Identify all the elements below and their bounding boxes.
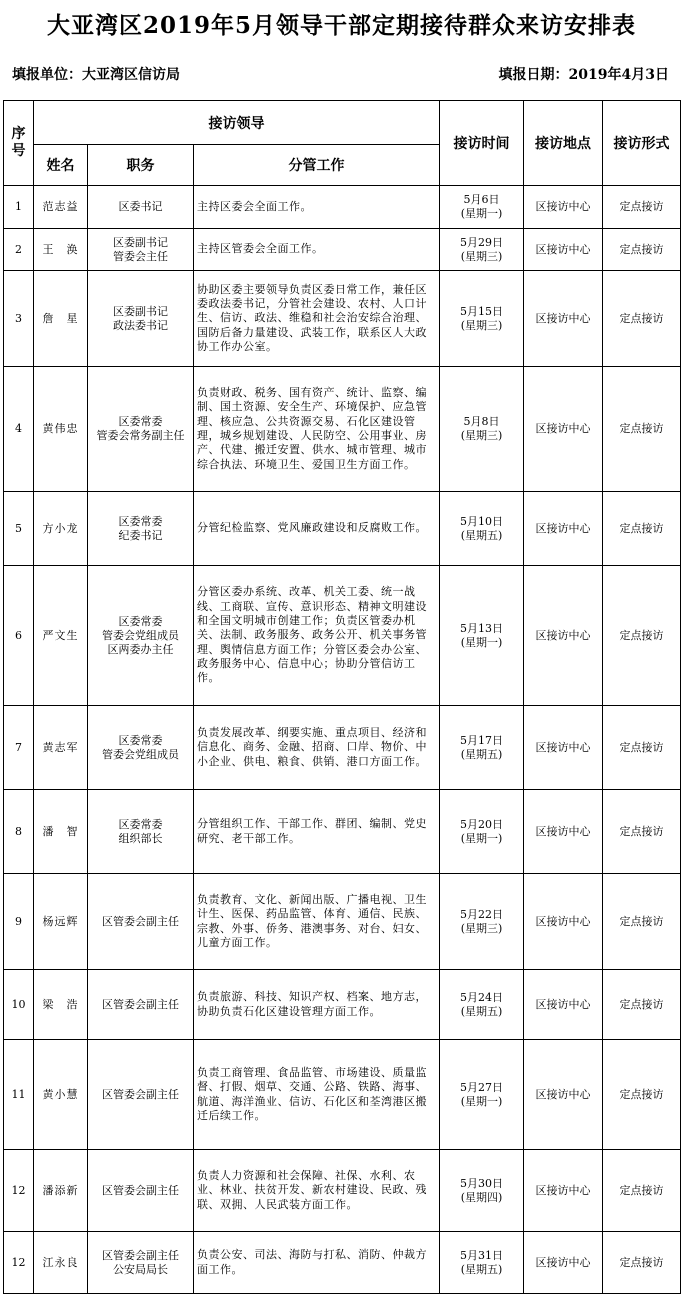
position-line: 组织部长 xyxy=(118,831,163,845)
visit-date: 5月17日 xyxy=(460,733,503,747)
visit-weekday: (星期五) xyxy=(460,528,503,542)
row-duty: 主持区委会全面工作。 xyxy=(194,186,440,229)
table-row xyxy=(4,566,681,706)
row-position xyxy=(88,367,194,492)
row-place: 区接访中心 xyxy=(524,790,603,874)
row-duty: 分管区委办系统、改革、机关工委、统一战线、工商联、宣传、意识形态、精神文明建设和全国文明城市创建工作；负责区管委办机关、法制、政务服务、政务公开、机关事务管理、舆情信息方面工作；分管区委会办公室、政务服务中心、信息中心；协助分管信访工作。 xyxy=(194,566,440,706)
visit-weekday: (星期一) xyxy=(460,831,503,845)
row-time xyxy=(440,492,524,566)
row-name: 王 涣 xyxy=(34,229,88,271)
row-place: 区接访中心 xyxy=(524,492,603,566)
position-line: 区委常委 xyxy=(118,614,163,628)
row-seq: 3 xyxy=(4,271,34,367)
reporting-unit: 填报单位：大亚湾区信访局 xyxy=(12,67,180,83)
visit-weekday: (星期三) xyxy=(460,921,503,935)
position-line: 纪委书记 xyxy=(118,528,163,542)
row-seq: 6 xyxy=(4,566,34,706)
row-form: 定点接访 xyxy=(603,1040,681,1150)
row-duty: 协助区委主要领导负责区委日常工作，兼任区委政法委书记，分管社会建设、农村、人口计生、信访、政法、维稳和社会治安综合治理、国防后备力量建设、武装工作，联系区人大政协工作办公室。 xyxy=(194,271,440,367)
visit-date: 5月8日 xyxy=(463,415,500,428)
row-position xyxy=(88,492,194,566)
visit-weekday: (星期三) xyxy=(460,318,503,332)
row-name: 杨远辉 xyxy=(34,874,88,970)
visit-date: 5月20日 xyxy=(460,817,503,831)
row-place: 区接访中心 xyxy=(524,271,603,367)
header-leader-group: 接访领导 xyxy=(34,101,440,145)
position-line: 政法委书记 xyxy=(113,318,168,332)
row-position xyxy=(88,1040,194,1150)
table-row xyxy=(4,367,681,492)
header-name: 姓名 xyxy=(34,145,88,186)
row-form: 定点接访 xyxy=(603,229,681,271)
row-form: 定点接访 xyxy=(603,186,681,229)
table-row xyxy=(4,492,681,566)
table-row xyxy=(4,706,681,790)
table-row xyxy=(4,1150,681,1232)
visit-weekday: (星期五) xyxy=(460,1262,503,1276)
row-place: 区接访中心 xyxy=(524,706,603,790)
row-name: 范志益 xyxy=(34,186,88,229)
row-duty: 负责人力资源和社会保障、社保、水利、农业、林业、扶贫开发、新农村建设、民政、残联、双拥、人民武装方面工作。 xyxy=(194,1150,440,1232)
row-duty: 分管纪检监察、党风廉政建设和反腐败工作。 xyxy=(194,492,440,566)
row-duty: 负责旅游、科技、知识产权、档案、地方志，协助负责石化区建设管理方面工作。 xyxy=(194,970,440,1040)
row-time xyxy=(440,1150,524,1232)
position-line: 区委常委 xyxy=(118,817,163,831)
row-duty: 负责发展改革、纲要实施、重点项目、经济和信息化、商务、金融、招商、口岸、物价、中小企业、供电、粮食、供销、港口方面工作。 xyxy=(194,706,440,790)
row-place: 区接访中心 xyxy=(524,970,603,1040)
row-form: 定点接访 xyxy=(603,492,681,566)
row-form: 定点接访 xyxy=(603,566,681,706)
visit-date: 5月15日 xyxy=(460,304,503,318)
reporting-date: 填报日期：2019年4月3日 xyxy=(498,67,669,83)
row-duty: 负责财政、税务、国有资产、统计、监察、编制、国土资源、安全生产、环境保护、应急管理、核应急、公共资源交易、石化区建设管理，城乡规划建设、人民防空、公用事业、房产、代建、搬迁安置、供水、城市管理、城市综合执法、环境卫生、爱国卫生方面工作。 xyxy=(194,367,440,492)
row-duty: 负责公安、司法、海防与打私、消防、仲裁方面工作。 xyxy=(194,1232,440,1294)
row-form: 定点接访 xyxy=(603,790,681,874)
visit-date: 5月27日 xyxy=(460,1080,503,1094)
row-name: 江永良 xyxy=(34,1232,88,1294)
position-line: 区委常委 xyxy=(118,733,163,747)
header-seq: 序号 xyxy=(4,101,34,186)
row-seq: 5 xyxy=(4,492,34,566)
table-row xyxy=(4,970,681,1040)
row-position xyxy=(88,790,194,874)
row-form: 定点接访 xyxy=(603,367,681,492)
table-row xyxy=(4,229,681,271)
row-seq: 12 xyxy=(4,1232,34,1294)
row-form: 定点接访 xyxy=(603,706,681,790)
row-name: 严文生 xyxy=(34,566,88,706)
row-seq: 12 xyxy=(4,1150,34,1232)
row-name: 梁 浩 xyxy=(34,970,88,1040)
row-form: 定点接访 xyxy=(603,1150,681,1232)
row-time xyxy=(440,874,524,970)
position-line: 管委会主任 xyxy=(113,249,168,263)
row-name: 黄伟忠 xyxy=(34,367,88,492)
visit-weekday: (星期一) xyxy=(460,635,503,649)
row-name: 潘添新 xyxy=(34,1150,88,1232)
position-line: 区管委会副主任 xyxy=(102,914,179,928)
row-seq: 2 xyxy=(4,229,34,271)
row-form: 定点接访 xyxy=(603,271,681,367)
row-time xyxy=(440,1040,524,1150)
row-position xyxy=(88,271,194,367)
position-line: 区两委办主任 xyxy=(107,642,174,656)
visit-weekday: (星期三) xyxy=(460,429,503,442)
row-position xyxy=(88,186,194,229)
row-position xyxy=(88,1150,194,1232)
row-form: 定点接访 xyxy=(603,1232,681,1294)
visit-date: 5月22日 xyxy=(460,907,503,921)
header-duty: 分管工作 xyxy=(194,145,440,186)
row-time xyxy=(440,1232,524,1294)
position-line: 区委书记 xyxy=(118,200,163,213)
position-line: 区委副书记 xyxy=(113,235,168,249)
table-row xyxy=(4,1232,681,1294)
row-seq: 4 xyxy=(4,367,34,492)
row-duty: 主持区管委会全面工作。 xyxy=(194,229,440,271)
row-place: 区接访中心 xyxy=(524,186,603,229)
row-time xyxy=(440,367,524,492)
table-row xyxy=(4,1040,681,1150)
row-seq: 9 xyxy=(4,874,34,970)
table-row xyxy=(4,874,681,970)
row-duty: 负责教育、文化、新闻出版、广播电视、卫生计生、医保、药品监管、体育、通信、民族、宗教、外事、侨务、港澳事务、对台、妇女、儿童方面工作。 xyxy=(194,874,440,970)
row-time xyxy=(440,970,524,1040)
row-time xyxy=(440,229,524,271)
row-seq: 1 xyxy=(4,186,34,229)
position-line: 区管委会副主任 xyxy=(102,1087,179,1101)
header-time: 接访时间 xyxy=(440,101,524,186)
table-row xyxy=(4,186,681,229)
table-row xyxy=(4,790,681,874)
row-name: 黄小慧 xyxy=(34,1040,88,1150)
row-form: 定点接访 xyxy=(603,970,681,1040)
visit-weekday: (星期五) xyxy=(460,747,503,761)
row-form: 定点接访 xyxy=(603,874,681,970)
page-title: 大亚湾区2019年5月领导干部定期接待群众来访安排表 xyxy=(46,11,637,39)
row-time xyxy=(440,790,524,874)
header-position: 职务 xyxy=(88,145,194,186)
row-seq: 11 xyxy=(4,1040,34,1150)
position-line: 区委常委 xyxy=(118,415,163,428)
row-time xyxy=(440,271,524,367)
position-line: 区委常委 xyxy=(118,514,163,528)
visit-date: 5月29日 xyxy=(460,235,503,249)
visit-weekday: (星期三) xyxy=(460,249,503,263)
position-line: 管委会党组成员 xyxy=(102,628,179,642)
row-time xyxy=(440,706,524,790)
row-time xyxy=(440,566,524,706)
row-duty: 分管组织工作、干部工作、群团、编制、党史研究、老干部工作。 xyxy=(194,790,440,874)
visit-weekday: (星期一) xyxy=(460,207,503,220)
visit-date: 5月24日 xyxy=(460,990,503,1004)
visit-weekday: (星期四) xyxy=(460,1190,503,1204)
row-place: 区接访中心 xyxy=(524,566,603,706)
row-time xyxy=(440,186,524,229)
header-place: 接访地点 xyxy=(524,101,603,186)
visit-date: 5月30日 xyxy=(460,1176,503,1190)
row-seq: 7 xyxy=(4,706,34,790)
row-seq: 10 xyxy=(4,970,34,1040)
row-name: 黄志军 xyxy=(34,706,88,790)
row-name: 方小龙 xyxy=(34,492,88,566)
visit-weekday: (星期五) xyxy=(460,1004,503,1018)
row-name: 潘 智 xyxy=(34,790,88,874)
visit-date: 5月13日 xyxy=(460,621,503,635)
position-line: 公安局局长 xyxy=(113,1262,168,1276)
row-position xyxy=(88,566,194,706)
position-line: 管委会常务副主任 xyxy=(96,429,185,442)
row-position xyxy=(88,229,194,271)
position-line: 区管委会副主任 xyxy=(102,997,179,1011)
row-duty: 负责工商管理、食品监管、市场建设、质量监督、打假、烟草、交通、公路、铁路、海事、航道、海洋渔业、信访、石化区和荃湾港区搬迁后续工作。 xyxy=(194,1040,440,1150)
visit-weekday: (星期一) xyxy=(460,1094,503,1108)
visit-date: 5月31日 xyxy=(460,1248,503,1262)
position-line: 区管委会副主任 xyxy=(102,1183,179,1197)
row-position xyxy=(88,1232,194,1294)
position-line: 区管委会副主任 xyxy=(102,1248,179,1262)
header-form: 接访形式 xyxy=(603,101,681,186)
row-place: 区接访中心 xyxy=(524,1232,603,1294)
visit-date: 5月10日 xyxy=(460,514,503,528)
row-place: 区接访中心 xyxy=(524,874,603,970)
visit-date: 5月6日 xyxy=(463,193,500,206)
row-seq: 8 xyxy=(4,790,34,874)
row-place: 区接访中心 xyxy=(524,1150,603,1232)
row-name: 詹 星 xyxy=(34,271,88,367)
row-place: 区接访中心 xyxy=(524,367,603,492)
row-position xyxy=(88,706,194,790)
row-position xyxy=(88,970,194,1040)
table-row xyxy=(4,271,681,367)
position-line: 管委会党组成员 xyxy=(102,747,179,761)
row-place: 区接访中心 xyxy=(524,1040,603,1150)
schedule-table xyxy=(3,100,681,1294)
row-place: 区接访中心 xyxy=(524,229,603,271)
row-position xyxy=(88,874,194,970)
position-line: 区委副书记 xyxy=(113,304,168,318)
